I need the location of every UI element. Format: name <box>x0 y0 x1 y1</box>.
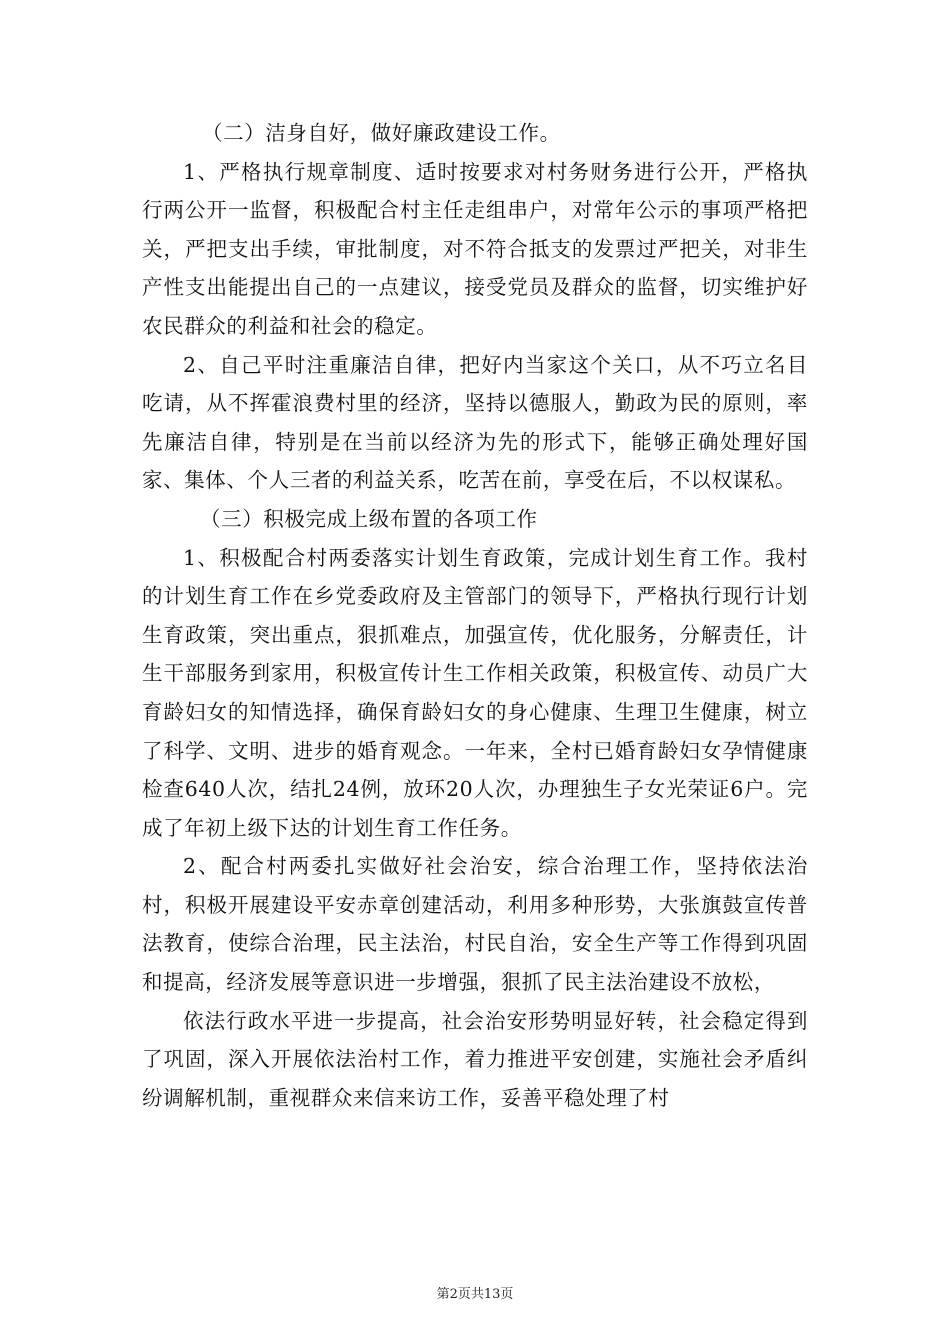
section-heading-3: （三）积极完成上级布置的各项工作 <box>200 506 538 531</box>
paragraph: 1、严格执行规章制度、适时按要求对村务财务进行公开，严格执行两公开一监督，积极配合村主任走组串户，对常年公示的事项严格把关，严把支出手续，审批制度，对不符合抵支的发票过严把关，对非生产性支出能提出自己的一点建议，接受党员及群众的监督，切实维护好农民群众的利益和社会的稳定。 <box>142 159 808 338</box>
section-heading-2: （二）洁身自好，做好廉政建设工作。 <box>202 121 561 145</box>
page-number-footer: 第2页共13页 <box>436 1287 514 1302</box>
paragraph: 依法行政水平进一步提高，社会治安形势明显好转，社会稳定得到了巩固，深入开展依法治村工作，着力推进平安创建，实施社会矛盾纠纷调解机制，重视群众来信来访工作，妥善平稳处理了村 <box>142 1008 808 1110</box>
paragraph: 2、配合村两委扎实做好社会治安，综合治理工作，坚持依法治村，积极开展建设平安赤章创建活动，利用多种形势，大张旗鼓宣传普法教育，使综合治理，民主法治，村民自治，安全生产等工作得到巩固和提高，经济发展等意识进一步增强，狠抓了民主法治建设不放松， <box>142 854 808 995</box>
paragraph: 2、自己平时注重廉洁自律，把好内当家这个关口，从不巧立名目吃请，从不挥霍浪费村里的经济，坚持以德服人，勤政为民的原则，率先廉洁自律，特别是在当前以经济为先的形式下，能够正确处理好国家、集体、个人三者的利益关系，吃苦在前，享受在后，不以权谋私。 <box>142 352 808 493</box>
document-body <box>142 114 808 1117</box>
paragraph: 1、积极配合村两委落实计划生育政策，完成计划生育工作。我村的计划生育工作在乡党委政府及主管部门的领导下，严格执行现行计划生育政策，突出重点，狠抓难点，加强宣传，优化服务，分解责任，计生干部服务到家用，积极宣传计生工作相关政策，积极宣传、动员广大育龄妇女的知情选择，确保育龄妇女的身心健康、生理卫生健康，树立了科学、文明、进步的婚育观念。一年来，全村已婚育龄妇女孕情健康检查640人次，结扎24例，放环20人次，办理独生子女光荣证6户。完成了年初上级下达的计划生育工作任务。 <box>142 545 808 840</box>
